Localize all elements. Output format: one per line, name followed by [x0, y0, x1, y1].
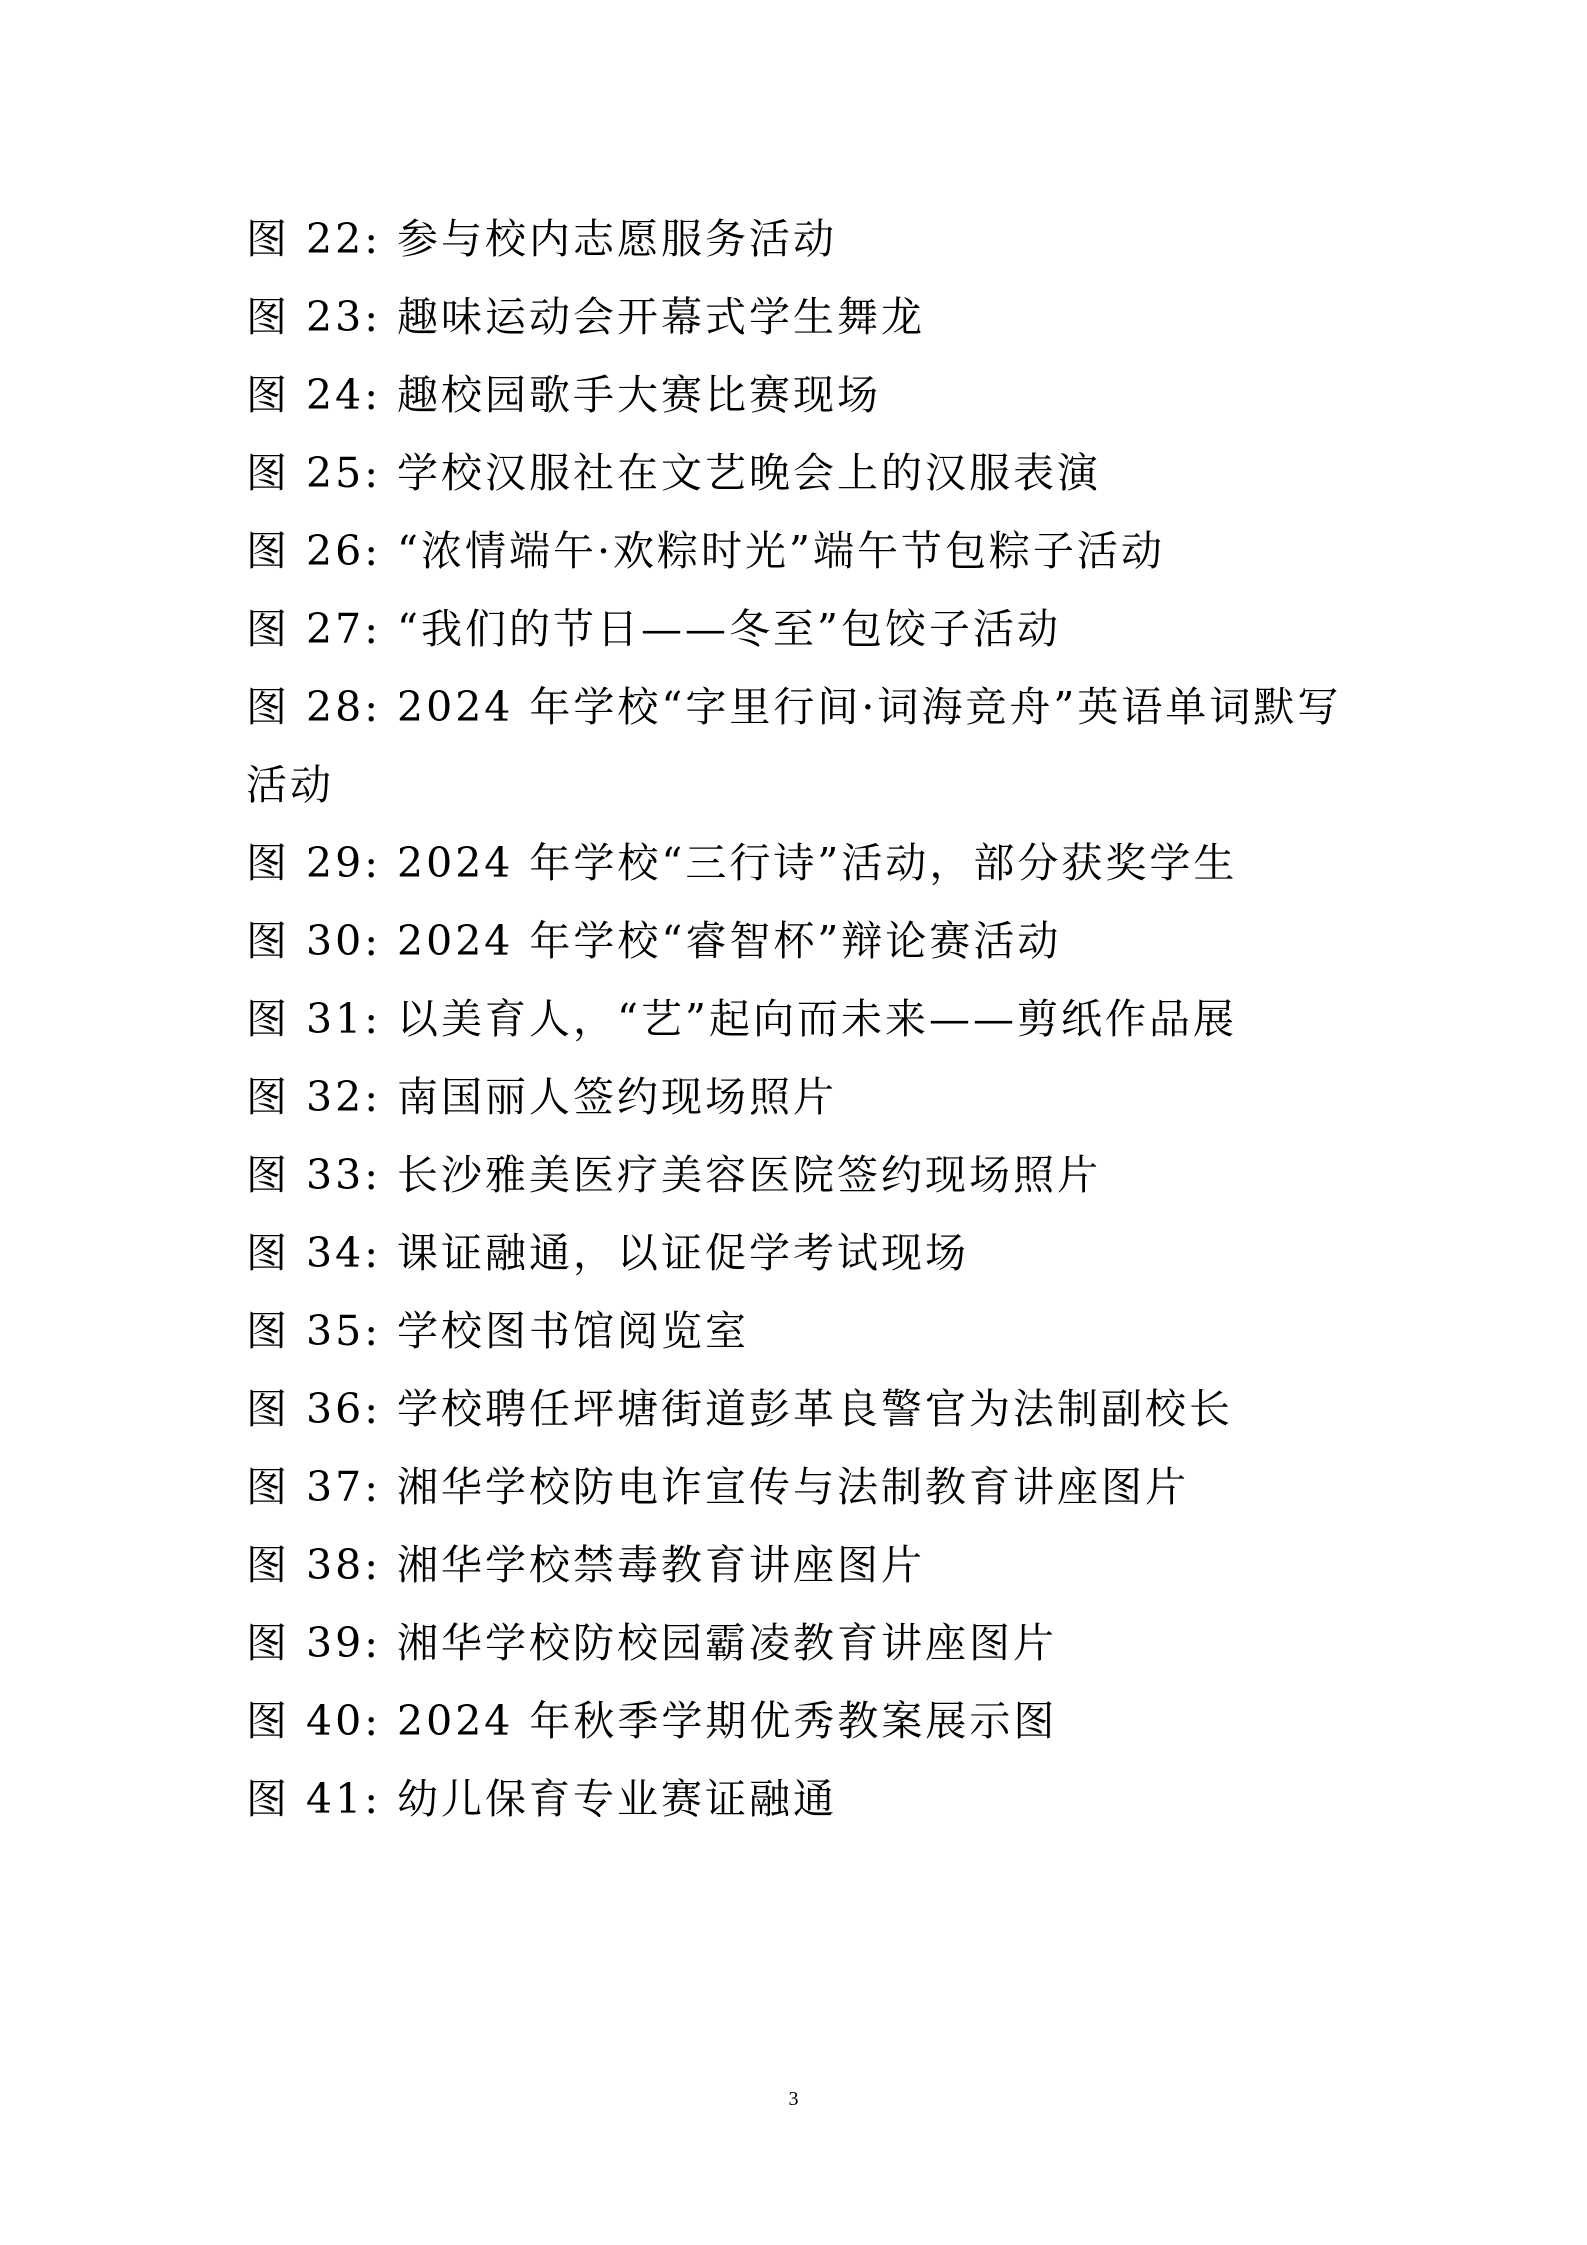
figure-caption-37: 图 37: 湘华学校防电诈宣传与法制教育讲座图片: [246, 1463, 1190, 1511]
figure-caption-41: 图 41: 幼儿保育专业赛证融通: [246, 1775, 838, 1823]
figure-caption-26: 图 26: “浓情端午·欢粽时光”端午节包粽子活动: [246, 527, 1166, 575]
figure-caption-36: 图 36: 学校聘任坪塘街道彭革良警官为法制副校长: [246, 1385, 1234, 1433]
figure-caption-39: 图 39: 湘华学校防校园霸凌教育讲座图片: [246, 1619, 1058, 1667]
figure-caption-29: 图 29: 2024 年学校“三行诗”活动，部分获奖学生: [246, 839, 1238, 887]
page-number: 3: [788, 2088, 799, 2110]
figure-caption-33: 图 33: 长沙雅美医疗美容医院签约现场照片: [246, 1151, 1102, 1199]
figure-caption-31: 图 31: 以美育人，“艺”起向而未来——剪纸作品展: [246, 995, 1237, 1043]
figure-caption-30: 图 30: 2024 年学校“睿智杯”辩论赛活动: [246, 917, 1062, 965]
figure-caption-22: 图 22: 参与校内志愿服务活动: [246, 215, 838, 263]
figure-caption-27: 图 27: “我们的节日——冬至”包饺子活动: [246, 605, 1061, 653]
figure-caption-28-continued: 活动: [246, 761, 334, 809]
figure-caption-list: [246, 200, 1356, 1838]
figure-caption-23: 图 23: 趣味运动会开幕式学生舞龙: [246, 293, 926, 341]
figure-caption-38: 图 38: 湘华学校禁毒教育讲座图片: [246, 1541, 926, 1589]
figure-caption-40: 图 40: 2024 年秋季学期优秀教案展示图: [246, 1697, 1058, 1745]
figure-caption-35: 图 35: 学校图书馆阅览室: [246, 1307, 750, 1355]
figure-caption-25: 图 25: 学校汉服社在文艺晚会上的汉服表演: [246, 449, 1102, 497]
figure-caption-28: 图 28: 2024 年学校“字里行间·词海竞舟”英语单词默写: [246, 683, 1342, 731]
figure-caption-24: 图 24: 趣校园歌手大赛比赛现场: [246, 371, 882, 419]
figure-caption-34: 图 34: 课证融通，以证促学考试现场: [246, 1229, 970, 1277]
figure-caption-32: 图 32: 南国丽人签约现场照片: [246, 1073, 838, 1121]
